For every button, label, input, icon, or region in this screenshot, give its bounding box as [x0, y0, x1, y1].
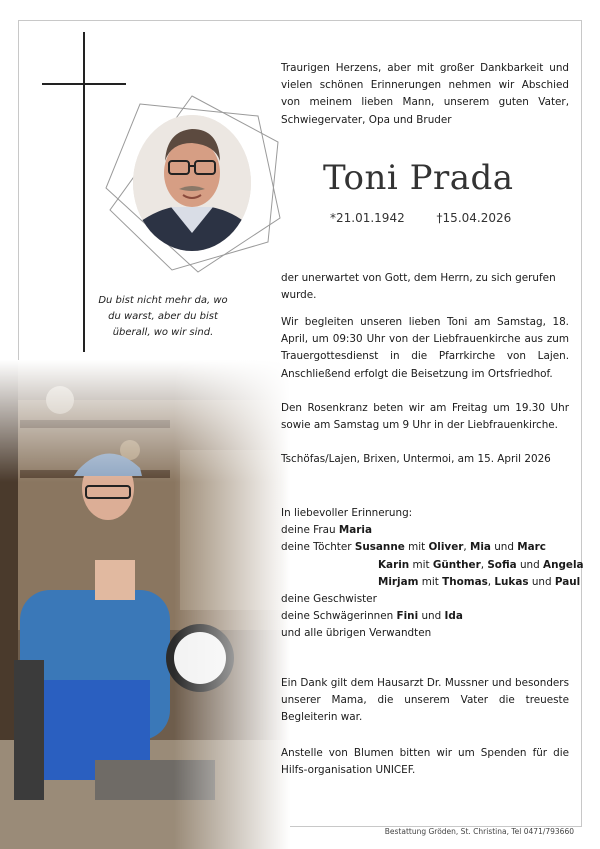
death-date: †15.04.2026 — [436, 211, 512, 225]
family-relatives: und alle übrigen Verwandten — [281, 627, 432, 640]
called-text: der unerwartet von Gott, dem Herrn, zu sich gerufen wurde. — [281, 272, 556, 302]
family-heading: In liebevoller Erinnerung: — [281, 507, 413, 519]
deceased-name: Toni Prada — [323, 158, 514, 198]
family-siblings: deine Geschwister — [281, 592, 377, 605]
place-date: Tschöfas/Lajen, Brixen, Untermoi, am 15. April 2026 — [281, 453, 551, 465]
family-list — [281, 505, 584, 643]
thanks-text: Ein Dank gilt dem Hausarzt Dr. Mussner und besonders unserer Mama, die unserem Vater die treueste Begleiterin war. — [281, 677, 569, 724]
birth-date: *21.01.1942 — [330, 211, 405, 225]
cross-icon — [83, 32, 85, 352]
memorial-quote: Du bist nicht mehr da, wo du warst, aber du bist überall, wo wir sind. — [98, 295, 228, 338]
funeral-home-footer: Bestattung Gröden, St. Christina, Tel 0471/793660 — [384, 827, 574, 836]
life-dates — [330, 211, 570, 225]
donation-text: Anstelle von Blumen bitten wir um Spenden für die Hilfs-organisation UNICEF. — [281, 747, 569, 777]
portrait-photo — [133, 115, 251, 251]
family-daughter-1: deine Töchter Susanne mit Oliver, Mia und Marc — [281, 541, 546, 554]
family-daughter-3: Mirjam mit Thomas, Lukas und Paul — [378, 575, 581, 588]
family-wife: deine Frau Maria — [281, 524, 372, 537]
funeral-text: Wir begleiten unseren lieben Toni am Samstag, 18. April, um 09:30 Uhr von der Liebfrauenkirche aus zum Trauergottesdienst in die Pfarrkirche von Lajen. Anschließend erfolgt die Beisetzung im Ortsfriedhof. — [281, 316, 569, 380]
workshop-photo — [0, 360, 290, 849]
family-daughter-2: Karin mit Günther, Sofia und Angela — [378, 558, 584, 571]
intro-text: Traurigen Herzens, aber mit großer Dankbarkeit und vielen schönen Erinnerungen nehmen wir Abschied von meinem lieben Mann, unserem guten Vater, Schwiegervater, Opa und Bruder — [281, 62, 569, 126]
cross-icon-bar — [42, 83, 126, 85]
family-sisters-in-law: deine Schwägerinnen Fini und Ida — [281, 610, 463, 623]
rosary-text: Den Rosenkranz beten wir am Freitag um 19.30 Uhr sowie am Samstag um 9 Uhr in der Liebfrauenkirche. — [281, 402, 569, 432]
